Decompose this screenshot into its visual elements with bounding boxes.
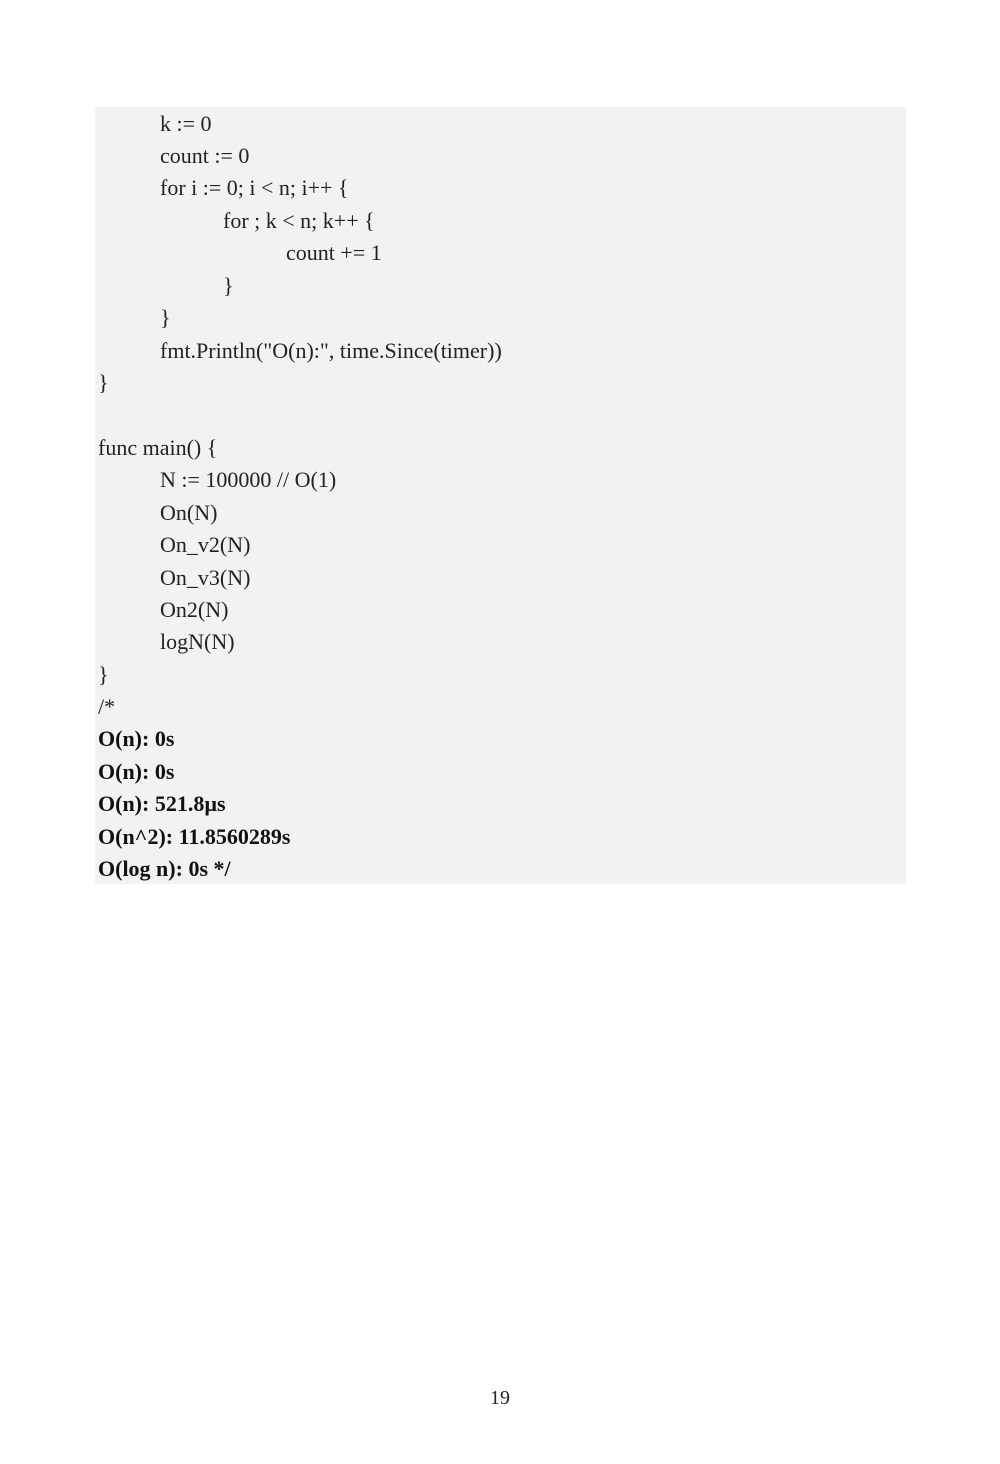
code-line: for ; k < n; k++ { (223, 208, 375, 233)
code-line: for i := 0; i < n; i++ { (160, 175, 349, 200)
code-line: On_v3(N) (160, 565, 251, 590)
code-block (95, 107, 906, 884)
code-line: On(N) (160, 500, 218, 525)
output-line: O(n): 0s (98, 759, 175, 784)
code-line: } (160, 305, 171, 330)
code-line: count += 1 (286, 240, 382, 265)
code-line: count := 0 (160, 143, 250, 168)
code-line: } (223, 273, 234, 298)
code-line: On_v2(N) (160, 532, 251, 557)
code-line: On2(N) (160, 597, 229, 622)
code-line: } (98, 662, 109, 687)
code-comment-open: /* (98, 694, 116, 719)
code-line: N := 100000 // O(1) (160, 467, 337, 492)
code-line: k := 0 (160, 111, 212, 136)
output-line: O(n): 0s (98, 726, 175, 751)
output-line: O(n): 521.8µs (98, 791, 226, 816)
code-line: logN(N) (160, 629, 235, 654)
code-line: fmt.Println("O(n):", time.Since(timer)) (160, 338, 502, 363)
page-number: 19 (490, 1387, 510, 1409)
code-line: func main() { (98, 435, 218, 460)
output-line: O(n^2): 11.8560289s (98, 824, 291, 849)
code-line: } (98, 370, 109, 395)
output-line: O(log n): 0s */ (98, 856, 231, 881)
